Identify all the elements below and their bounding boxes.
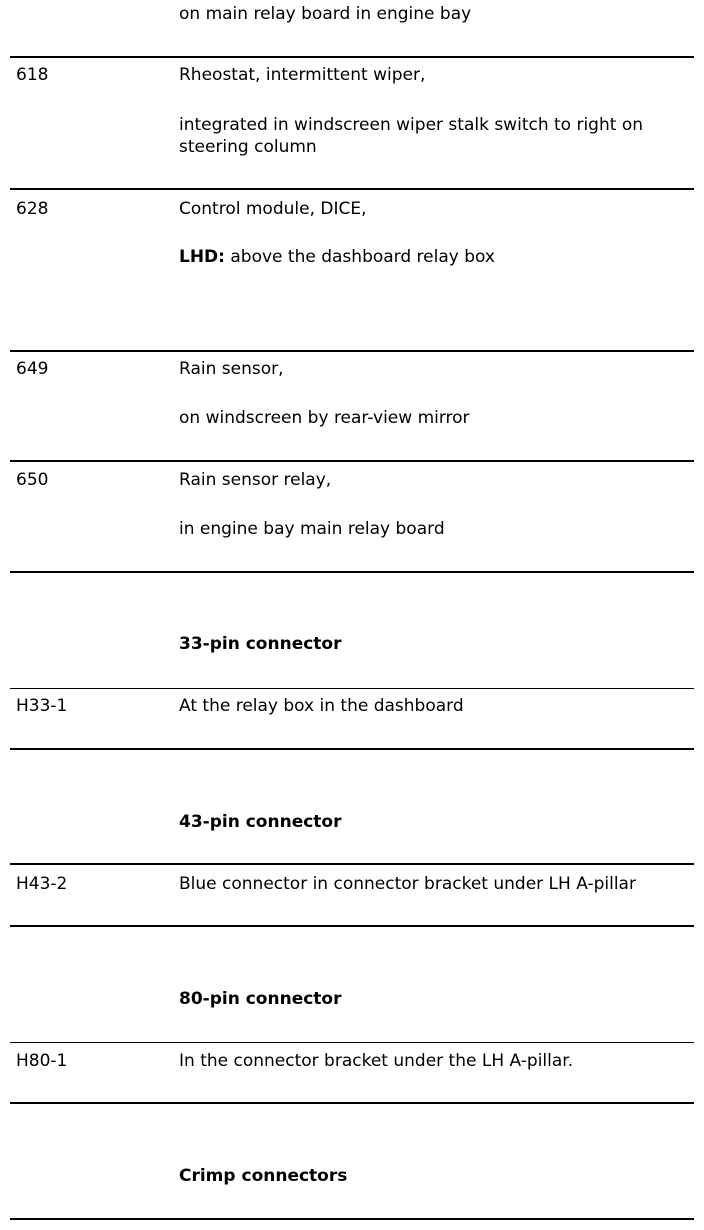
- section-heading: 33-pin connector: [179, 634, 342, 654]
- row-divider: [10, 56, 694, 58]
- section-heading: 43-pin connector: [179, 812, 342, 832]
- row-divider: [10, 863, 694, 865]
- component-code: 649: [16, 359, 49, 379]
- component-name: Control module, DICE,: [179, 199, 367, 219]
- component-code: 618: [16, 65, 49, 85]
- section-heading: Crimp connectors: [179, 1166, 348, 1186]
- component-code: 628: [16, 199, 49, 219]
- row-divider: [10, 1102, 694, 1104]
- row-divider: [10, 188, 694, 190]
- row-divider: [10, 460, 694, 462]
- connector-code: H80-1: [16, 1051, 68, 1071]
- row-divider: [10, 748, 694, 750]
- location-detail: above the dashboard relay box: [224, 247, 495, 267]
- row-divider: [10, 1218, 694, 1220]
- location-text: on main relay board in engine bay: [179, 4, 472, 24]
- location-text: integrated in windscreen wiper stalk switch to right on: [179, 115, 643, 135]
- variant-label: LHD:: [179, 247, 225, 267]
- location-text: Blue connector in connector bracket under LH A-pillar: [179, 874, 636, 894]
- component-code: 650: [16, 470, 49, 490]
- location-text: At the relay box in the dashboard: [179, 696, 464, 716]
- row-divider: [10, 350, 694, 352]
- component-name: Rheostat, intermittent wiper,: [179, 65, 426, 85]
- location-text: in engine bay main relay board: [179, 519, 445, 539]
- location-text-continued: steering column: [179, 137, 317, 157]
- component-name: Rain sensor relay,: [179, 470, 332, 490]
- component-name: Rain sensor,: [179, 359, 284, 379]
- location-text: In the connector bracket under the LH A-pillar.: [179, 1051, 574, 1071]
- connector-code: H33-1: [16, 696, 68, 716]
- row-divider: [10, 688, 694, 689]
- row-divider: [10, 1042, 694, 1043]
- location-text: [179, 247, 495, 267]
- row-divider: [10, 925, 694, 927]
- section-heading: 80-pin connector: [179, 989, 342, 1009]
- connector-code: H43-2: [16, 874, 68, 894]
- location-text: on windscreen by rear-view mirror: [179, 408, 470, 428]
- row-divider: [10, 571, 694, 573]
